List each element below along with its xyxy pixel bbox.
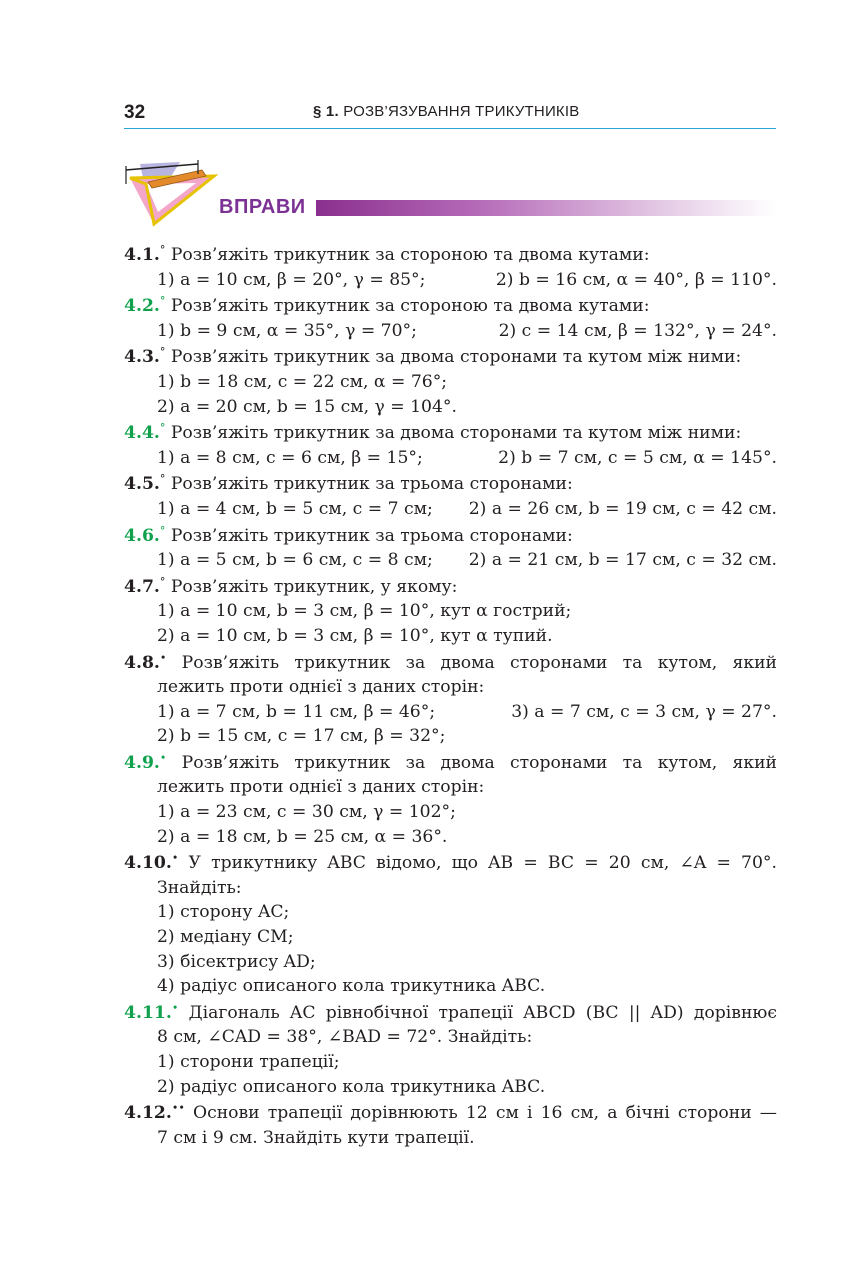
difficulty-mark: • bbox=[159, 751, 167, 765]
exercise-statement: лежить проти однієї з даних сторін: bbox=[157, 777, 485, 798]
difficulty-mark: ° bbox=[159, 243, 166, 257]
exercise-options-row bbox=[124, 700, 777, 725]
difficulty-mark: ° bbox=[159, 345, 166, 359]
exercise-statement: 7 см і 9 см. Знайдіть кути трапеції. bbox=[157, 1127, 475, 1148]
exercise-statement: Розв’яжіть трикутник за стороною та двома кутами: bbox=[170, 245, 650, 265]
exercise-options-row bbox=[124, 548, 777, 573]
exercise-text-line bbox=[124, 472, 777, 497]
exercise-option: 1) a = 10 см, β = 20°, γ = 85°; bbox=[157, 269, 426, 290]
exercise-number-text: 4.8. bbox=[124, 652, 160, 673]
exercise-statement: Розв’яжіть трикутник за трьома сторонами: bbox=[170, 525, 573, 546]
exercise-number-text: 4.3. bbox=[124, 347, 160, 368]
exercise-text-line bbox=[124, 1001, 777, 1026]
exercise-subitem: 1) a = 10 см, b = 3 см, β = 10°, кут α гострий; bbox=[157, 601, 572, 622]
exercises-list bbox=[124, 243, 777, 1152]
exercise-item bbox=[124, 524, 777, 573]
exercise-number bbox=[124, 523, 166, 546]
exercise-subitem: 1) сторону AC; bbox=[157, 902, 290, 923]
exercise-subitem: 2) медіану CM; bbox=[157, 927, 294, 948]
exercise-subitem: 4) радіус описаного кола трикутника ABC. bbox=[157, 976, 546, 997]
exercise-text-line bbox=[124, 751, 777, 776]
section-mark: § 1. bbox=[313, 103, 339, 120]
exercise-number-text: 4.5. bbox=[124, 474, 160, 495]
exercise-item bbox=[124, 851, 777, 999]
exercise-text-line bbox=[124, 1025, 777, 1050]
exercise-number-text: 4.11. bbox=[124, 1002, 172, 1023]
exercise-text-line bbox=[124, 524, 777, 549]
exercise-number-text: 4.10. bbox=[124, 853, 172, 874]
exercise-statement: Розв’яжіть трикутник за стороною та двома кутами: bbox=[170, 296, 650, 317]
exercise-number bbox=[124, 1003, 178, 1023]
exercise-text-line bbox=[124, 851, 777, 876]
exercise-number bbox=[124, 347, 165, 367]
exercise-statement: Знайдіть: bbox=[157, 877, 242, 898]
exercise-number bbox=[124, 753, 166, 773]
exercise-number-text: 4.1. bbox=[124, 245, 160, 265]
exercise-text-line bbox=[124, 651, 777, 676]
exercise-number bbox=[124, 245, 165, 265]
difficulty-mark: ° bbox=[159, 294, 166, 308]
exercise-option: 2) b = 7 см, c = 5 см, α = 145°. bbox=[498, 447, 777, 468]
exercise-statement: Діагональ AC рівнобічної трапеції ABCD (BC || AD) дорівнює bbox=[188, 1002, 777, 1023]
exercise-item bbox=[124, 1101, 777, 1150]
exercise-number-text: 4.9. bbox=[124, 752, 160, 773]
exercise-item bbox=[124, 345, 777, 419]
exercise-text-line bbox=[124, 675, 777, 700]
exercise-subitem: 1) a = 23 см, c = 30 см, γ = 102°; bbox=[157, 802, 456, 823]
exercise-item bbox=[124, 1001, 777, 1099]
page-header bbox=[124, 98, 776, 129]
exercise-text-line bbox=[124, 421, 777, 446]
exercise-item bbox=[124, 751, 777, 849]
exercise-number bbox=[124, 423, 165, 443]
exercise-number bbox=[124, 1103, 185, 1123]
exercise-item bbox=[124, 651, 777, 749]
exercise-number bbox=[124, 574, 166, 597]
exercise-subitem: 2) a = 20 см, b = 15 см, γ = 104°. bbox=[157, 396, 457, 417]
exercise-option: 1) a = 5 см, b = 6 см, c = 8 см; bbox=[157, 550, 433, 571]
exercise-option: 2) a = 26 см, b = 19 см, c = 42 см. bbox=[468, 498, 777, 519]
exercise-number bbox=[124, 296, 165, 316]
exercise-statement: 8 см, ∠CAD = 38°, ∠BAD = 72°. Знайдіть: bbox=[157, 1027, 533, 1048]
exercise-subitem: 1) b = 18 см, c = 22 см, α = 76°; bbox=[157, 371, 448, 392]
exercise-text-line bbox=[124, 243, 777, 268]
exercise-option: 1) a = 4 см, b = 5 см, c = 7 см; bbox=[157, 498, 433, 519]
exercise-number bbox=[124, 650, 167, 673]
exercise-options-row bbox=[124, 268, 777, 293]
exercise-number bbox=[124, 853, 178, 873]
difficulty-mark: • bbox=[159, 650, 167, 664]
exercise-statement: лежить проти однієї з даних сторін: bbox=[157, 677, 485, 698]
difficulty-mark: •• bbox=[171, 1101, 185, 1115]
difficulty-mark: ° bbox=[159, 523, 166, 537]
section-title bbox=[313, 103, 579, 120]
exercise-text-line bbox=[124, 1101, 777, 1126]
exercise-statement: Розв’яжіть трикутник за двома сторонами та кутом між ними: bbox=[170, 347, 742, 368]
section-title-text: РОЗВ’ЯЗУВАННЯ ТРИКУТНИКІВ bbox=[343, 103, 580, 120]
exercise-number-text: 4.2. bbox=[124, 296, 160, 317]
exercise-item bbox=[124, 294, 777, 343]
difficulty-mark: ° bbox=[159, 421, 166, 435]
exercise-statement: Розв’яжіть трикутник за двома сторонами та кутом між ними: bbox=[170, 423, 742, 444]
exercise-subitem: 2) a = 18 см, b = 25 см, α = 36°. bbox=[157, 826, 448, 847]
exercise-number-text: 4.6. bbox=[124, 525, 160, 546]
exercise-text-line bbox=[124, 294, 777, 319]
exercise-statement: Розв’яжіть трикутник за двома сторонами та кутом, який bbox=[181, 652, 778, 673]
exercise-option: 1) a = 7 см, b = 11 см, β = 46°; bbox=[157, 701, 436, 722]
difficulty-mark: • bbox=[171, 851, 179, 865]
exercise-item bbox=[124, 243, 777, 292]
exercise-statement: Розв’яжіть трикутник за трьома сторонами: bbox=[170, 474, 573, 495]
exercise-subitem: 2) a = 10 см, b = 3 см, β = 10°, кут α тупий. bbox=[157, 625, 553, 646]
difficulty-mark: • bbox=[171, 1001, 179, 1015]
heading-gradient-bar bbox=[316, 200, 776, 216]
exercise-subitem: 3) бісектрису AD; bbox=[157, 951, 316, 972]
exercise-text-line bbox=[124, 1126, 777, 1151]
exercise-number-text: 4.4. bbox=[124, 423, 160, 444]
exercise-number bbox=[124, 474, 165, 494]
exercise-number-text: 4.12. bbox=[124, 1103, 172, 1124]
exercise-item bbox=[124, 421, 777, 470]
exercise-subitem: 1) сторони трапеції; bbox=[157, 1052, 340, 1072]
difficulty-mark: ° bbox=[159, 574, 166, 588]
triangle-ruler-icon bbox=[118, 158, 218, 230]
exercise-item bbox=[124, 575, 777, 649]
exercise-statement: Розв’яжіть трикутник за двома сторонами та кутом, який bbox=[181, 752, 778, 773]
exercise-options-row bbox=[124, 497, 777, 522]
exercise-option: 2) b = 16 см, α = 40°, β = 110°. bbox=[495, 269, 777, 290]
exercise-item bbox=[124, 472, 777, 521]
exercise-option: 2) a = 21 см, b = 17 см, c = 32 см. bbox=[468, 550, 777, 571]
page-number: 32 bbox=[124, 102, 146, 123]
exercise-text-line bbox=[124, 575, 777, 600]
exercise-option: 1) a = 8 см, c = 6 см, β = 15°; bbox=[157, 447, 423, 468]
exercise-option: 3) a = 7 см, c = 3 см, γ = 27°. bbox=[511, 701, 777, 722]
exercises-heading: ВПРАВИ bbox=[219, 196, 306, 218]
difficulty-mark: ° bbox=[159, 472, 166, 486]
exercise-options-row bbox=[124, 319, 777, 344]
exercise-number-text: 4.7. bbox=[124, 576, 160, 597]
exercise-text-line bbox=[124, 876, 777, 901]
exercise-text-line bbox=[124, 775, 777, 800]
exercise-statement: У трикутнику ABC відомо, що AB = BC = 20 см, ∠A = 70°. bbox=[188, 853, 777, 874]
exercise-option: 1) b = 9 см, α = 35°, γ = 70°; bbox=[157, 320, 417, 341]
exercise-statement: Розв’яжіть трикутник, у якому: bbox=[170, 576, 458, 597]
exercise-statement: Основи трапеції дорівнюють 12 см і 16 см, а бічні сторони — bbox=[192, 1103, 777, 1124]
exercise-subitem: 2) b = 15 см, c = 17 см, β = 32°; bbox=[157, 726, 446, 747]
exercise-text-line bbox=[124, 345, 777, 370]
exercise-subitem: 2) радіус описаного кола трикутника ABC. bbox=[157, 1076, 546, 1097]
exercise-options-row bbox=[124, 446, 777, 471]
exercise-option: 2) c = 14 см, β = 132°, γ = 24°. bbox=[498, 320, 777, 341]
